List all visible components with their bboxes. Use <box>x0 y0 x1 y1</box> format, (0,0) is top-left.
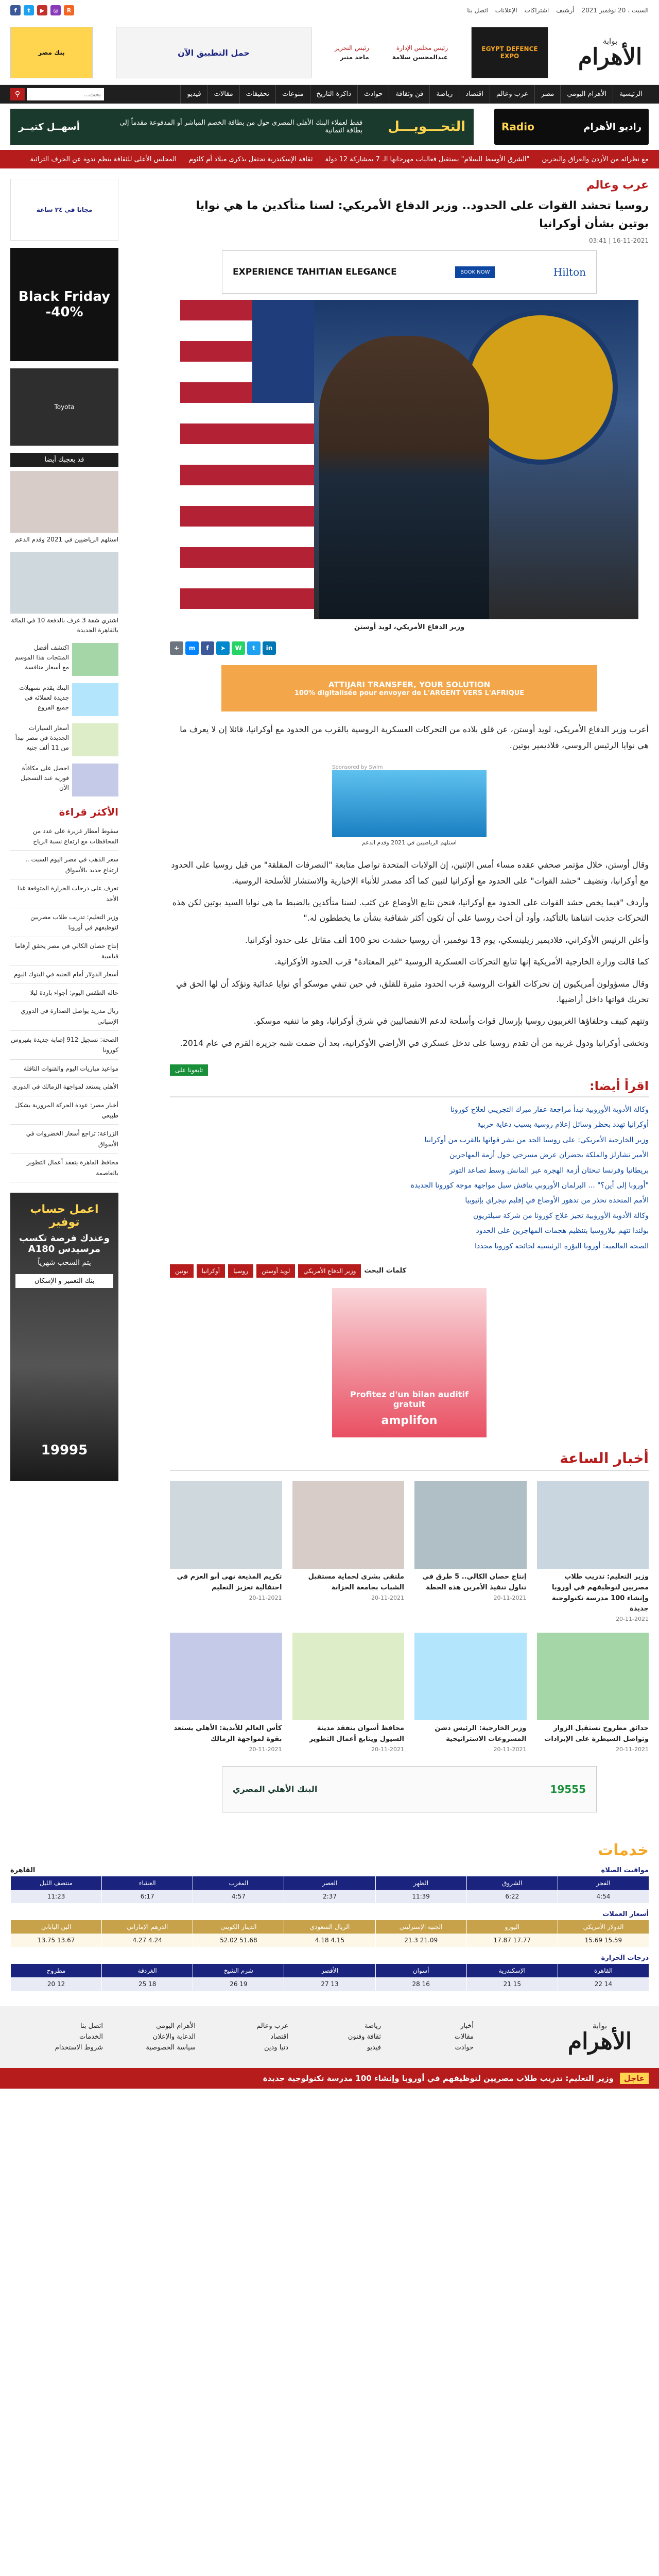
main-area <box>0 168 659 1826</box>
paragraph: وأردف "فيما يخص حشد القوات على الحدود مع أوكرانيا، فنحن نتابع الأوضاع عن كثب. لسنا متأكدين بالضبط ما هي نوايا السيد بوتين لكن هذه التحركات جذبت انتباهنا بالتأكيد، وأود أن أحث روسيا على أن تكون أكثر شفافية بشأن ما يخططون له." <box>172 897 649 923</box>
service-label: المغرب <box>193 1876 284 1890</box>
top-date: السبت ، 20 نوفمبر 2021 <box>581 7 649 14</box>
service-label: الإسكندرية <box>466 1964 558 1977</box>
news-date: 20-11-2021 <box>371 1745 404 1753</box>
most-read-item[interactable]: إنتاج حصان الكالي في مصر يحقق أرقاما قياسية <box>10 937 118 966</box>
hilton-brand: Hilton <box>553 266 586 279</box>
service-value: 15.69 15.59 <box>558 1934 649 1947</box>
bottom-ad-phone: 19555 <box>550 1783 586 1795</box>
sidebar-card-title: أسعار السيارات الجديدة في مصر تبدأ من 11 ألف جنيه <box>15 724 69 751</box>
bottom-ad-brand: البنك الأهلي المصري <box>233 1784 318 1794</box>
top-link-archive[interactable]: أرشيف <box>556 7 575 14</box>
nav-item[interactable]: ذاكرة التاريخ <box>310 85 357 104</box>
most-read-item[interactable]: الزراعة: تراجع أسعار الخضروات في الأسواق <box>10 1125 118 1154</box>
read-also-item[interactable]: الصحة العالمية: أوروبا البؤرة الرئيسية لجائحة كورونا مجددا <box>475 1242 649 1250</box>
sidebar-card-title: البنك يقدم تسهيلات جديدة لعملائه في جميع الفروع <box>19 684 69 711</box>
news-item[interactable] <box>414 1481 527 1622</box>
paragraph: وقال مسؤولون أمريكيون إن تحركات القوات الروسية قرب الحدود مثيرة للقلق، في حين تنفي موسكو أي نوايا عدائية وتؤكد أن لها الحق في تحريك قواتها داخل أراضيها. <box>176 978 649 1004</box>
footer-link[interactable]: شروط الاستخدام <box>55 2044 103 2052</box>
nav-item[interactable]: الأهرام اليومي <box>560 85 613 104</box>
service-label: منتصف الليل <box>10 1876 101 1890</box>
weather-title: درجات الحرارة <box>601 1954 649 1962</box>
mercedes-line2: وعندك فرصة تكسب مرسيدس A180 <box>19 1232 110 1255</box>
nav-item[interactable]: اقتصاد <box>459 85 490 104</box>
ticker-item[interactable]: ثقافة الإسكندرية تحتفل بذكرى ميلاد أم كلثوم <box>189 155 313 163</box>
service-label: الريال السعودي <box>284 1920 375 1934</box>
nav-search <box>10 88 104 100</box>
main-nav <box>0 85 659 104</box>
news-item[interactable] <box>170 1633 282 1753</box>
paragraph: وتخشى أوكرانيا ودول غربية من أن تقدم روسيا على تدخل عسكري في الأراضي الأوكرانية، بعد أن ضمت شبه جزيرة القرم في عام 2014. <box>180 1038 649 1048</box>
attijari-line2: 100% digitalisée pour envoyer de L'ARGENT VERS L'AFRIQUE <box>294 689 525 697</box>
news-date: 20-11-2021 <box>249 1594 282 1601</box>
news-date: 20-11-2021 <box>616 1745 649 1753</box>
ticker-item[interactable]: "الشرق الأوسط للسلام" يستقبل فعاليات مهرجانها الـ 7 بمشاركة 12 دولة <box>325 155 530 163</box>
service-label: القاهرة <box>558 1964 649 1977</box>
service-value: 52.02 51.68 <box>193 1934 284 1947</box>
hilton-ad[interactable] <box>222 250 597 294</box>
news-title: كأس العالم للأندية: الأهلي يستعد بقوة لمواجهة الزمالك <box>174 1724 282 1743</box>
read-also-item[interactable]: الأمير تشارلز والملكة يحضران عرض مسرحي حول أزمة المهاجرين <box>449 1151 649 1160</box>
promo-caption: استلهم الرياضيين في 2021 وقدم الدعم <box>361 839 457 846</box>
service-label: الجنيه الإسترليني <box>375 1920 466 1934</box>
sidebar-card-image <box>10 552 118 614</box>
sidebar <box>10 179 118 1826</box>
tag-item[interactable]: روسيا <box>228 1264 253 1278</box>
most-read-item[interactable]: وزير التعليم: تدريب طلاب مصريين لتوظيفهم في أوروبا <box>10 908 118 937</box>
article-date: 16-11-2021 | 03:41 <box>588 237 649 245</box>
weather-head <box>10 1954 649 1962</box>
hour-news-title: أخبار الساعة <box>170 1450 649 1471</box>
logo-top: بوابة <box>602 37 618 46</box>
linkedin-icon[interactable]: in <box>263 641 276 655</box>
services <box>0 1841 659 1991</box>
service-label: الظهر <box>375 1876 466 1890</box>
service-value: 21 15 <box>466 1977 558 1991</box>
footer <box>0 2006 659 2068</box>
footer-link[interactable]: اقتصاد <box>270 2033 288 2041</box>
most-read-item[interactable]: الأهلي يستعد لمواجهة الزمالك في الدوري <box>10 1078 118 1096</box>
news-date: 20-11-2021 <box>493 1594 527 1601</box>
editor-name: ماجد منير <box>340 54 369 61</box>
service-label: العشاء <box>101 1876 193 1890</box>
ahly-brand: أسهــل كتيــر <box>19 121 80 132</box>
service-label: الغردقة <box>101 1964 193 1977</box>
service-label: مطروح <box>10 1964 101 1977</box>
prayer-times <box>10 1890 649 1903</box>
sidebar-card-title: اكتشف أفضل المنتجات هذا الموسم مع أسعار منافسة <box>14 643 69 671</box>
most-read-item[interactable]: أخبار مصر: عودة الحركة المرورية بشكل طبيعي <box>10 1096 118 1125</box>
service-label: الدولار الأمريكي <box>558 1920 649 1934</box>
news-title: تكريم المذيعة نهى أبو العزم في احتفالية تعزيز التعليم <box>177 1572 282 1591</box>
ahly-bank-ad[interactable] <box>10 109 474 145</box>
top-bar <box>0 0 659 21</box>
top-link-subscriptions[interactable]: اشتراكات <box>524 7 549 14</box>
nav-item[interactable]: مصر <box>534 85 560 104</box>
nav-item[interactable]: حوادث <box>357 85 389 104</box>
tag-item[interactable]: أوكرانيا <box>197 1264 225 1278</box>
breaking-text[interactable]: وزير التعليم: تدريب طلاب مصريين لتوظيفهم في أوروبا وإنشاء 100 مدرسة تكنولوجية جديدة <box>263 2073 614 2083</box>
youtube-icon[interactable]: ▶ <box>37 5 47 15</box>
search-input[interactable] <box>27 88 104 100</box>
sponsored-promo[interactable] <box>332 765 487 846</box>
footer-link[interactable]: مقالات <box>454 2033 474 2041</box>
sidebar-card[interactable] <box>10 683 118 716</box>
tags <box>170 1264 649 1278</box>
news-ticker <box>0 150 659 168</box>
tag-item[interactable]: وزير الدفاع الأمريكي <box>298 1264 361 1278</box>
news-image <box>537 1633 649 1720</box>
ahly-text: فقط لعملاء البنك الأهلي المصري حول من بطاقة الخصم المباشر أو المدفوعة مقدماً إلى بطاقة ائتمانية <box>119 119 363 134</box>
sidebar-card[interactable] <box>10 643 118 676</box>
footer-link[interactable]: عرب وعالم <box>256 2022 288 2030</box>
nav-item[interactable]: عرب وعالم <box>490 85 534 104</box>
footer-link[interactable]: حوادث <box>455 2044 474 2052</box>
photo-caption: وزير الدفاع الأمريكي، لويد أوستن <box>354 623 465 632</box>
service-label: الين الياباني <box>10 1920 101 1934</box>
read-also-list <box>170 1103 649 1254</box>
instagram-icon[interactable]: ◎ <box>50 5 61 15</box>
sidebar-card-image <box>72 723 118 756</box>
ahly-tag: التحـــويـــل <box>388 119 465 134</box>
service-label: اليورو <box>466 1920 558 1934</box>
mercedes-line1: اعمل حساب توفير <box>30 1202 99 1229</box>
service-label: الدرهم الإماراتي <box>101 1920 193 1934</box>
mercedes-price: 19995 <box>41 1442 88 1458</box>
person-figure <box>319 336 489 619</box>
news-item[interactable] <box>537 1633 649 1753</box>
sidebar-card[interactable] <box>10 723 118 756</box>
service-value: 4.18 4.15 <box>284 1934 375 1947</box>
sidebar-ad-sms[interactable]: مجانا في ٢٤ ساعة <box>10 179 118 241</box>
service-label: الشروق <box>466 1876 558 1890</box>
most-read-item[interactable]: محافظ القاهرة يتفقد أعمال التطوير بالعاصمة <box>10 1154 118 1182</box>
service-value: 22 14 <box>558 1977 649 1991</box>
sidebar-card-image <box>72 683 118 716</box>
article-title: روسيا تحشد القوات على الحدود.. وزير الدفاع الأمريكي: لسنا متأكدين ما هي نوايا بوتين بشأن أوكرانيا <box>196 199 649 231</box>
sidebar-card-title: احصل على مكافأة فورية عند التسجيل الآن <box>21 764 69 791</box>
footer-link[interactable]: دنيا ودين <box>264 2044 288 2052</box>
service-label: الدينار الكويتي <box>193 1920 284 1934</box>
facebook-icon[interactable]: f <box>10 5 21 15</box>
service-value: 28 16 <box>375 1977 466 1991</box>
hilton-text: EXPERIENCE TAHITIAN ELEGANCE <box>233 267 397 278</box>
social-icons <box>10 5 74 15</box>
news-image <box>170 1481 282 1569</box>
news-date: 20-11-2021 <box>493 1745 527 1753</box>
news-title: وزير الخارجية: الرئيس دشن المشروعات الاستراتيجية <box>435 1724 527 1743</box>
paragraph: وتتهم كييف وحلفاؤها الغربيون روسيا بإرسال قوات وأسلحة لدعم الانفصاليين في شرق أوكرانيا، وهو ما تنفيه موسكو. <box>253 1016 649 1026</box>
sidebar-card-title: اشتري شقة 3 غرف بالدفعة 10 في المائة بالقاهرة الجديدة <box>11 617 118 634</box>
paragraph: أعرب وزير الدفاع الأمريكي، لويد أوستن، عن قلق بلاده من التحركات العسكرية الروسية بالقرب من الحدود مع أوكرانيا، قائلا إن لا يعرف ما هي نوايا الرئيس الروسي، فلاديمير بوتين. <box>180 724 649 750</box>
amplifon-text: Profitez d'un bilan auditif gratuit <box>350 1389 469 1409</box>
service-value: 4.27 4.24 <box>101 1934 193 1947</box>
attijari-line1: ATTIJARI TRANSFER, YOUR SOLUTION <box>328 680 491 689</box>
article <box>170 179 649 1826</box>
footer-logo[interactable] <box>561 2011 638 2063</box>
service-value: 6:17 <box>101 1890 193 1903</box>
news-item[interactable] <box>170 1481 282 1622</box>
service-value: 21.3 21.09 <box>375 1934 466 1947</box>
news-title: محافظ أسوان يتفقد مدينة السيول ويتابع أعمال التطوير <box>309 1724 404 1743</box>
nav-item[interactable]: منوعات <box>275 85 310 104</box>
sidebar-card[interactable] <box>10 552 118 635</box>
ticker-item[interactable]: مع نظرائه من الأردن والعراق والبحرين <box>542 155 649 163</box>
footer-link[interactable]: الدعاية والإعلان <box>152 2033 196 2041</box>
radio-ahram[interactable] <box>494 109 649 145</box>
top-links <box>467 7 649 14</box>
news-image <box>414 1481 527 1569</box>
prayer-title: مواقيت الصلاة <box>601 1866 649 1874</box>
service-label: الأقصر <box>284 1964 375 1977</box>
news-image <box>292 1481 405 1569</box>
chairman-name: عبدالمحسن سلامة <box>392 54 448 61</box>
sidebar-card[interactable] <box>10 764 118 796</box>
prayer-names <box>10 1876 649 1890</box>
footer-links <box>21 2022 474 2052</box>
follow-us-badge[interactable]: تابعونا على <box>170 1064 208 1076</box>
news-item[interactable] <box>537 1481 649 1622</box>
top-link-contact[interactable]: اتصل بنا <box>467 7 488 14</box>
footer-link[interactable]: أخبار <box>460 2022 474 2030</box>
chairman-label: رئيس مجلس الإدارة <box>396 44 448 52</box>
sidebar-cards <box>10 471 118 796</box>
nav-item[interactable]: فن وثقافة <box>389 85 429 104</box>
service-value: 11:23 <box>10 1890 101 1903</box>
service-value: 27 13 <box>284 1977 375 1991</box>
news-title: إنتاج حصان الكالي.. 5 طرق في تناول تنفيذ الأمرين هذه الخطة <box>422 1572 527 1591</box>
service-value: 26 19 <box>193 1977 284 1991</box>
mercedes-line3: يتم السحب شهرياً <box>38 1258 91 1267</box>
sidebar-card-title: استلهم الرياضيين في 2021 وقدم الدعم <box>15 536 118 543</box>
amplifon-brand: amplifon <box>381 1414 438 1427</box>
site-logo[interactable] <box>571 27 649 78</box>
most-read-item[interactable]: سقوط أمطار غزيرة على عدد من المحافظات مع ارتفاع نسبة الرياح <box>10 822 118 851</box>
prayer-head <box>10 1867 649 1874</box>
share-icon[interactable]: + <box>170 641 183 655</box>
footer-link[interactable]: سياسة الخصوصية <box>146 2044 196 2052</box>
toyota-ad[interactable]: Toyota <box>10 368 118 446</box>
article-photo <box>180 300 638 619</box>
radio-brand: Radio <box>501 121 534 133</box>
service-value: 4:57 <box>193 1890 284 1903</box>
nav-item[interactable]: مقالات <box>207 85 239 104</box>
service-label: شرم الشيخ <box>193 1964 284 1977</box>
service-label: الفجر <box>558 1876 649 1890</box>
most-read <box>10 806 118 1182</box>
news-date: 20-11-2021 <box>616 1616 649 1623</box>
paragraph: وقال أوستن، خلال مؤتمر صحفي عقده مساء أمس الإثنين، إن الولايات المتحدة تواصل متابعة "التصرفات المقلقة" من قبل روسيا على الحدود مع أوكرانيا، وتضيف "حشد القوات" على الحدود مع أوكرانيا لتبين كما أكد مصدر للأنباء الإخبارية والاستشار للأسلحة الروسية. <box>171 860 649 886</box>
hilton-book-button[interactable]: BOOK NOW <box>455 266 495 278</box>
footer-link[interactable]: الأهرام اليومي <box>156 2022 196 2030</box>
read-also-item[interactable]: بريطانيا وفرنسا تبحثان أزمة الهجرة عبر المانش وسط تصاعد التوتر <box>449 1166 649 1175</box>
footer-link[interactable]: فيديو <box>367 2044 381 2052</box>
nav-item[interactable]: تحقيقات <box>239 85 275 104</box>
black-friday-ad[interactable]: Black Friday -40% <box>10 248 118 361</box>
telegram-icon[interactable]: ➤ <box>216 641 230 655</box>
site-header <box>0 21 659 85</box>
tag-item[interactable]: بوتين <box>170 1264 194 1278</box>
footer-logo-top: بوابة <box>592 2021 608 2030</box>
attijari-ad[interactable] <box>221 665 597 711</box>
twitter-icon[interactable]: t <box>24 5 34 15</box>
messenger-icon[interactable]: m <box>185 641 199 655</box>
article-body <box>170 722 649 1051</box>
services-title: خدمات <box>598 1841 649 1859</box>
prayer-city[interactable]: القاهرة <box>10 1866 36 1874</box>
service-value: 2:37 <box>284 1890 375 1903</box>
read-also-item[interactable]: أوكرانيا تهدد بحظر وسائل إعلام روسية بسبب دعاية حربية <box>477 1121 649 1129</box>
most-read-item[interactable]: ريال مدريد يواصل الصدارة في الدوري الإسباني <box>10 1002 118 1031</box>
footer-link[interactable]: ثقافة وفنون <box>348 2033 381 2041</box>
weather-cities <box>10 1964 649 1977</box>
news-image <box>414 1633 527 1720</box>
article-section[interactable]: عرب وعالم <box>586 179 649 192</box>
bank-ad[interactable]: بنك مصر <box>10 27 93 78</box>
service-value: 4:54 <box>558 1890 649 1903</box>
nav-item[interactable]: رياضة <box>429 85 459 104</box>
news-date: 20-11-2021 <box>249 1745 282 1753</box>
service-value: 6:22 <box>466 1890 558 1903</box>
news-title: ملتقى بشرى لحماية مستقبل الشباب بجامعة الخزانة <box>308 1572 404 1591</box>
news-item[interactable] <box>292 1633 405 1753</box>
most-read-item[interactable]: حالة الطقس اليوم: أجواء باردة ليلا <box>10 984 118 1002</box>
footer-link[interactable]: اتصل بنا <box>80 2022 103 2030</box>
mercedes-ad[interactable] <box>10 1193 118 1481</box>
rss-icon[interactable]: R <box>64 5 74 15</box>
logo-main: الأهرام <box>578 44 643 70</box>
whatsapp-icon[interactable]: W <box>232 641 245 655</box>
read-also-item[interactable]: وزير الخارجية الأمريكي: على روسيا الحد من نشر قواتها بالقرب من أوكرانيا <box>424 1136 649 1144</box>
breaking-ticker <box>0 2068 659 2089</box>
tag-item[interactable]: لويد أوستن <box>256 1264 295 1278</box>
read-also-item[interactable]: وكالة الأدوية الأوروبية تبدأ مراجعة عقار ميرك التجريبي لعلاج كورونا <box>450 1106 649 1114</box>
read-also-item[interactable]: بولندا تتهم بيلاروسيا بتنظيم هجمات المهاجرين على الحدود <box>476 1227 649 1235</box>
footer-logo-main: الأهرام <box>567 2028 632 2055</box>
sidebar-card-image <box>72 643 118 676</box>
promo-image <box>332 770 487 837</box>
currency-head <box>10 1910 649 1918</box>
service-label: العصر <box>284 1876 375 1890</box>
top-link-ads[interactable]: الإعلانات <box>495 7 517 14</box>
mercedes-bank: بنك التعمير و الإسكان <box>15 1274 113 1288</box>
ticker-item[interactable]: المجلس الأعلى للثقافة ينظم ندوة عن الحرف التراثية <box>30 155 177 163</box>
read-also-item[interactable]: "أوروبا إلى أين؟" ... البرلمان الأوروبي يناقش سبل مواجهة موجة كورونا الجديدة <box>410 1181 649 1190</box>
sidebar-card-image <box>72 764 118 796</box>
weather-values <box>10 1977 649 1991</box>
news-item[interactable] <box>292 1481 405 1622</box>
twitter-share-icon[interactable]: t <box>247 641 261 655</box>
ahly-bottom-ad[interactable] <box>222 1766 597 1812</box>
editor-label: رئيس التحرير <box>335 44 369 52</box>
currency-values <box>10 1934 649 1947</box>
search-icon[interactable]: ⚲ <box>10 88 25 100</box>
sidebar-card-image <box>10 471 118 533</box>
service-value: 11:39 <box>375 1890 466 1903</box>
news-image <box>292 1633 405 1720</box>
news-item[interactable] <box>414 1633 527 1753</box>
read-also-title: اقرأ أيضا: <box>170 1079 649 1097</box>
app-ad[interactable]: حمل التطبيق الآن <box>116 27 311 78</box>
sidebar-header: قد يعجبك أيضا <box>10 453 118 467</box>
most-read-item[interactable]: تعرف على درجات الحرارة المتوقعة غدا الأحد <box>10 879 118 908</box>
most-read-list <box>10 822 118 1182</box>
read-also <box>170 1064 649 1254</box>
service-value: 20 12 <box>10 1977 101 1991</box>
news-date: 20-11-2021 <box>371 1594 404 1601</box>
service-value: 17.87 17.77 <box>466 1934 558 1947</box>
news-image <box>170 1633 282 1720</box>
promo-source: Sponsored by Swim <box>332 765 383 771</box>
nav-item[interactable]: الرئيسية <box>613 85 649 104</box>
most-read-item[interactable]: أسعار الدولار أمام الجنيه في البنوك اليوم <box>10 965 118 984</box>
editor-block <box>335 44 369 61</box>
footer-link[interactable]: رياضة <box>365 2022 381 2030</box>
share-bar <box>170 641 649 655</box>
radio-label: راديو الأهرام <box>583 121 641 132</box>
paragraph: كما قالت وزارة الخارجية الأمريكية إنها تتابع التحركات العسكرية الروسية "غير المعتادة" قرب الحدود الأوكرانية. <box>274 957 649 967</box>
chairman-block <box>392 44 448 61</box>
hour-news-grid <box>170 1481 649 1753</box>
amplifon-ad[interactable] <box>332 1288 487 1437</box>
most-read-item[interactable]: سعر الذهب في مصر اليوم السبت .. ارتفاع جديد بالأسواق <box>10 851 118 879</box>
news-title: حدائق مطروح تستقبل الزوار وتواصل السيطرة على الإيرادات <box>544 1724 649 1743</box>
footer-link[interactable]: الخدمات <box>79 2033 103 2041</box>
facebook-share-icon[interactable]: f <box>201 641 214 655</box>
most-read-title: الأكثر قراءة <box>59 805 118 818</box>
news-image <box>537 1481 649 1569</box>
us-flag <box>180 300 314 619</box>
most-read-item[interactable]: مواعيد مباريات اليوم والقنوات الناقلة <box>10 1060 118 1078</box>
service-label: أسوان <box>375 1964 466 1977</box>
paragraph: وأعلن الرئيس الأوكراني، فلاديمير زيلينسكي، يوم 13 نوفمبر، أن روسيا حشدت نحو 100 ألف مقاتل على حدود أوكرانيا. <box>245 935 649 945</box>
sidebar-card[interactable] <box>10 471 118 545</box>
nav-item[interactable]: فيديو <box>180 85 207 104</box>
currency-title: أسعار العملات <box>602 1910 649 1918</box>
news-title: وزير التعليم: تدريب طلاب مصريين لتوظيفهم في أوروبا وإنشاء 100 مدرسة تكنولوجية جديدة <box>551 1572 649 1613</box>
read-also-item[interactable]: وكالة الأدوية الأوروبية تجيز علاج كورونا من شركة سيلتريون <box>473 1211 649 1220</box>
tags-label: كلمات البحث <box>364 1267 407 1275</box>
read-also-item[interactable]: الأمم المتحدة تحذر من تدهور الأوضاع في إقليم تيجراي بإثيوبيا <box>465 1196 649 1205</box>
currency-names <box>10 1920 649 1934</box>
service-value: 13.75 13.67 <box>10 1934 101 1947</box>
service-value: 25 18 <box>101 1977 193 1991</box>
most-read-item[interactable]: الصحة: تسجيل 912 إصابة جديدة بفيروس كورونا <box>10 1031 118 1060</box>
egypt-defence-ad[interactable]: EGYPT DEFENCE EXPO <box>471 27 548 78</box>
hour-news <box>170 1450 649 1753</box>
promo-strip <box>0 104 659 150</box>
breaking-label: عاجل <box>620 2073 649 2084</box>
